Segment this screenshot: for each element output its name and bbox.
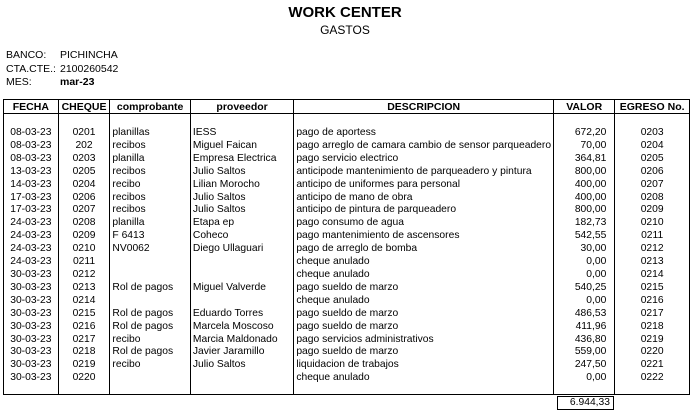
- cell-egreso: 0212: [615, 243, 690, 256]
- cell-comprobante: recibos: [110, 140, 190, 153]
- account-label: CTA.CTE.:: [6, 63, 56, 75]
- cell-valor: 436,80: [554, 334, 615, 347]
- cell-valor: 70,00: [554, 140, 615, 153]
- cell-fecha: 08-03-23: [4, 140, 59, 153]
- cell-descripcion: pago sueldo de marzo: [294, 321, 554, 334]
- cell-cheque: 0219: [58, 359, 110, 372]
- cell-fecha: 30-03-23: [4, 346, 59, 359]
- cell-descripcion: pago mantenimiento de ascensores: [294, 230, 554, 243]
- cell-descripcion: pago sueldo de marzo: [294, 308, 554, 321]
- cell-proveedor: Julio Saltos: [190, 166, 293, 179]
- cell-descripcion: pago de aportess: [294, 127, 554, 140]
- cell-descripcion: pago servicio electrico: [294, 153, 554, 166]
- table-row: [4, 192, 690, 205]
- cell-fecha: 30-03-23: [4, 334, 59, 347]
- cell-proveedor: Etapa ep: [190, 217, 293, 230]
- cell-comprobante: recibos: [110, 192, 190, 205]
- table-row: [4, 321, 690, 334]
- table-row: [4, 308, 690, 321]
- cell-valor: 542,55: [554, 230, 615, 243]
- cell-comprobante: recibos: [110, 204, 190, 217]
- cell-egreso: 0215: [615, 282, 690, 295]
- cell-valor: 30,00: [554, 243, 615, 256]
- report-title: WORK CENTER: [288, 4, 402, 21]
- cell-valor: 486,53: [554, 308, 615, 321]
- cell-cheque: 202: [58, 140, 110, 153]
- cell-valor: 400,00: [554, 179, 615, 192]
- cell-valor: 411,96: [554, 321, 615, 334]
- cell-valor: 559,00: [554, 346, 615, 359]
- cell-egreso: 0213: [615, 256, 690, 269]
- cell-proveedor: Javier Jaramillo: [190, 346, 293, 359]
- cell-descripcion: liquidacion de trabajos: [294, 359, 554, 372]
- table-row: [4, 140, 690, 153]
- cell-proveedor: Lilian Morocho: [190, 179, 293, 192]
- expenses-table: [3, 99, 690, 395]
- cell-fecha: 30-03-23: [4, 282, 59, 295]
- cell-comprobante: Rol de pagos: [110, 321, 190, 334]
- cell-comprobante: NV0062: [110, 243, 190, 256]
- cell-egreso: 0214: [615, 269, 690, 282]
- cell-cheque: 0201: [58, 127, 110, 140]
- cell-valor: 247,50: [554, 359, 615, 372]
- cell-valor: 182,73: [554, 217, 615, 230]
- cell-comprobante: recibo: [110, 359, 190, 372]
- cell-proveedor: Julio Saltos: [190, 204, 293, 217]
- table-row: [4, 230, 690, 243]
- account-value: 2100260542: [60, 63, 119, 75]
- table-bottom-row: [4, 385, 690, 395]
- cell-descripcion: cheque anulado: [294, 256, 554, 269]
- col-fecha: FECHA: [4, 100, 59, 114]
- cell-valor: 400,00: [554, 192, 615, 205]
- cell-fecha: 30-03-23: [4, 295, 59, 308]
- cell-egreso: 0204: [615, 140, 690, 153]
- cell-proveedor: IESS: [190, 127, 293, 140]
- cell-descripcion: anticipo de uniformes para personal: [294, 179, 554, 192]
- cell-comprobante: [110, 269, 190, 282]
- cell-cheque: 0209: [58, 230, 110, 243]
- table-row: [4, 256, 690, 269]
- bank-label: BANCO:: [6, 49, 47, 61]
- cell-descripcion: anticipode mantenimiento de parqueadero y pintura: [294, 166, 554, 179]
- cell-comprobante: recibo: [110, 179, 190, 192]
- cell-comprobante: [110, 256, 190, 269]
- cell-fecha: 08-03-23: [4, 153, 59, 166]
- cell-cheque: 0216: [58, 321, 110, 334]
- cell-proveedor: [190, 372, 293, 385]
- table-row: [4, 346, 690, 359]
- cell-fecha: 30-03-23: [4, 308, 59, 321]
- cell-fecha: 13-03-23: [4, 166, 59, 179]
- cell-proveedor: Marcia Maldonado: [190, 334, 293, 347]
- cell-cheque: 0208: [58, 217, 110, 230]
- cell-comprobante: [110, 372, 190, 385]
- cell-valor: 800,00: [554, 204, 615, 217]
- cell-cheque: 0203: [58, 153, 110, 166]
- cell-cheque: 0214: [58, 295, 110, 308]
- cell-egreso: 0217: [615, 308, 690, 321]
- cell-valor: 0,00: [554, 372, 615, 385]
- col-proveedor: proveedor: [190, 100, 293, 114]
- cell-egreso: 0209: [615, 204, 690, 217]
- cell-egreso: 0211: [615, 230, 690, 243]
- cell-valor: 0,00: [554, 269, 615, 282]
- cell-valor: 540,25: [554, 282, 615, 295]
- month-value: mar-23: [60, 76, 95, 88]
- table-row: [4, 282, 690, 295]
- col-comprobante: comprobante: [110, 100, 190, 114]
- cell-egreso: 0207: [615, 179, 690, 192]
- cell-comprobante: planillas: [110, 127, 190, 140]
- col-descripcion: DESCRIPCION: [294, 100, 554, 114]
- total-value: 6.944,33: [557, 396, 614, 410]
- table-row: [4, 166, 690, 179]
- bank-value: PICHINCHA: [60, 49, 118, 61]
- cell-egreso: 0205: [615, 153, 690, 166]
- cell-egreso: 0208: [615, 192, 690, 205]
- cell-valor: 672,20: [554, 127, 615, 140]
- cell-egreso: 0203: [615, 127, 690, 140]
- cell-cheque: 0206: [58, 192, 110, 205]
- cell-descripcion: pago servicios administrativos: [294, 334, 554, 347]
- cell-comprobante: [110, 295, 190, 308]
- table-row: [4, 334, 690, 347]
- cell-proveedor: [190, 269, 293, 282]
- cell-proveedor: [190, 295, 293, 308]
- cell-proveedor: [190, 256, 293, 269]
- cell-egreso: 0218: [615, 321, 690, 334]
- cell-fecha: 24-03-23: [4, 217, 59, 230]
- cell-descripcion: cheque anulado: [294, 269, 554, 282]
- cell-proveedor: Julio Saltos: [190, 192, 293, 205]
- cell-fecha: 24-03-23: [4, 256, 59, 269]
- cell-proveedor: Miguel Faican: [190, 140, 293, 153]
- month-row: [6, 76, 94, 88]
- cell-egreso: 0222: [615, 372, 690, 385]
- cell-proveedor: Empresa Electrica: [190, 153, 293, 166]
- cell-fecha: 24-03-23: [4, 243, 59, 256]
- cell-proveedor: Miguel Valverde: [190, 282, 293, 295]
- cell-cheque: 0212: [58, 269, 110, 282]
- cell-descripcion: anticipo de mano de obra: [294, 192, 554, 205]
- cell-comprobante: recibos: [110, 166, 190, 179]
- table-row: [4, 217, 690, 230]
- cell-comprobante: F 6413: [110, 230, 190, 243]
- cell-cheque: 0215: [58, 308, 110, 321]
- cell-comprobante: Rol de pagos: [110, 282, 190, 295]
- cell-valor: 800,00: [554, 166, 615, 179]
- cell-fecha: 08-03-23: [4, 127, 59, 140]
- table-row: [4, 359, 690, 372]
- cell-egreso: 0221: [615, 359, 690, 372]
- bank-row: [6, 49, 118, 61]
- table-row: [4, 295, 690, 308]
- table-header-row: [4, 100, 690, 114]
- month-label: MES:: [6, 76, 32, 88]
- table-row: [4, 372, 690, 385]
- cell-cheque: 0218: [58, 346, 110, 359]
- table-row: [4, 179, 690, 192]
- cell-egreso: 0210: [615, 217, 690, 230]
- col-egreso: EGRESO No.: [615, 100, 690, 114]
- cell-comprobante: planilla: [110, 153, 190, 166]
- cell-cheque: 0204: [58, 179, 110, 192]
- cell-cheque: 0213: [58, 282, 110, 295]
- account-row: [6, 63, 118, 75]
- cell-descripcion: anticipo de pintura de parqueadero: [294, 204, 554, 217]
- cell-cheque: 0220: [58, 372, 110, 385]
- cell-fecha: 30-03-23: [4, 269, 59, 282]
- table-row: [4, 127, 690, 140]
- cell-proveedor: Coheco: [190, 230, 293, 243]
- table-row: [4, 153, 690, 166]
- cell-fecha: 30-03-23: [4, 321, 59, 334]
- cell-cheque: 0205: [58, 166, 110, 179]
- cell-fecha: 17-03-23: [4, 204, 59, 217]
- cell-descripcion: pago arreglo de camara cambio de sensor parqueadero: [294, 140, 554, 153]
- table-row: [4, 243, 690, 256]
- cell-proveedor: Eduardo Torres: [190, 308, 293, 321]
- cell-fecha: 24-03-23: [4, 230, 59, 243]
- cell-cheque: 0210: [58, 243, 110, 256]
- cell-egreso: 0220: [615, 346, 690, 359]
- table-row: [4, 269, 690, 282]
- cell-egreso: 0219: [615, 334, 690, 347]
- cell-valor: 364,81: [554, 153, 615, 166]
- report-subtitle: GASTOS: [320, 23, 370, 37]
- cell-cheque: 0217: [58, 334, 110, 347]
- cell-comprobante: planilla: [110, 217, 190, 230]
- cell-cheque: 0207: [58, 204, 110, 217]
- cell-egreso: 0206: [615, 166, 690, 179]
- cell-proveedor: Julio Saltos: [190, 359, 293, 372]
- cell-proveedor: Diego Ullaguari: [190, 243, 293, 256]
- cell-descripcion: pago consumo de agua: [294, 217, 554, 230]
- cell-valor: 0,00: [554, 256, 615, 269]
- cell-fecha: 30-03-23: [4, 359, 59, 372]
- cell-valor: 0,00: [554, 295, 615, 308]
- cell-comprobante: recibo: [110, 334, 190, 347]
- spacer-row: [4, 114, 690, 128]
- cell-comprobante: Rol de pagos: [110, 308, 190, 321]
- table-row: [4, 204, 690, 217]
- cell-comprobante: Rol de pagos: [110, 346, 190, 359]
- col-cheque: CHEQUE: [58, 100, 110, 114]
- table-body: [4, 114, 690, 395]
- cell-cheque: 0211: [58, 256, 110, 269]
- cell-descripcion: pago sueldo de marzo: [294, 346, 554, 359]
- cell-descripcion: cheque anulado: [294, 372, 554, 385]
- cell-fecha: 14-03-23: [4, 179, 59, 192]
- cell-descripcion: pago de arreglo de bomba: [294, 243, 554, 256]
- cell-egreso: 0216: [615, 295, 690, 308]
- cell-proveedor: Marcela Moscoso: [190, 321, 293, 334]
- cell-descripcion: cheque anulado: [294, 295, 554, 308]
- cell-descripcion: pago sueldo de marzo: [294, 282, 554, 295]
- cell-fecha: 30-03-23: [4, 372, 59, 385]
- cell-fecha: 17-03-23: [4, 192, 59, 205]
- col-valor: VALOR: [554, 100, 615, 114]
